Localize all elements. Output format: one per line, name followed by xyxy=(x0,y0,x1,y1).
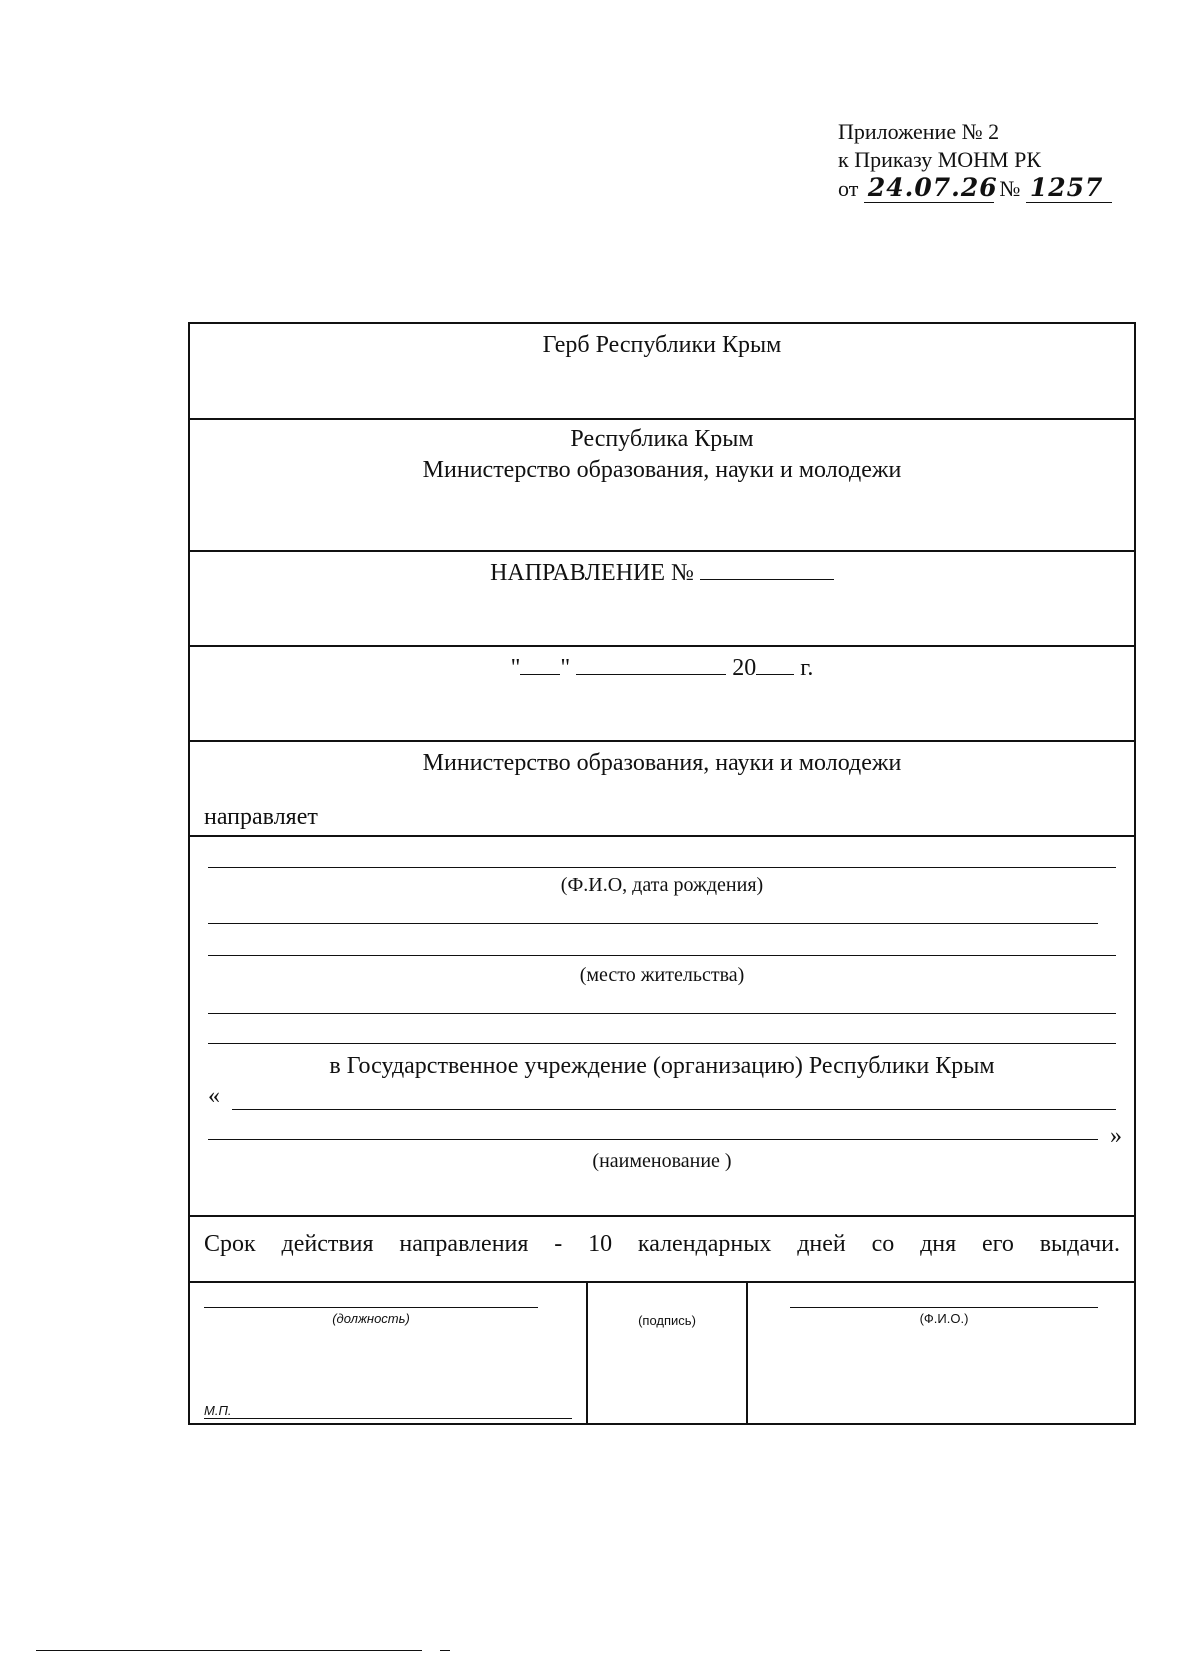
year-field[interactable] xyxy=(756,654,794,675)
appendix-date-line xyxy=(838,174,1112,203)
coat-of-arms-label: Герб Республики Крым xyxy=(542,332,782,358)
stamp-label: М.П. xyxy=(204,1403,572,1419)
institution-quote-close: » xyxy=(1110,1123,1122,1149)
number-label: № xyxy=(999,176,1021,201)
residence-caption: (место жительства) xyxy=(579,964,745,986)
signature-cell xyxy=(586,1283,746,1423)
handwritten-number: 1257 xyxy=(1026,174,1112,203)
signer-fio-caption: (Ф.И.О.) xyxy=(919,1311,969,1326)
institution-caption: (наименование ) xyxy=(592,1150,732,1172)
ministry-row xyxy=(190,420,1134,552)
validity-text: Срок действия направления - 10 календарных дней со дня его выдачи. xyxy=(204,1231,1120,1257)
direction-number-field[interactable] xyxy=(700,559,834,580)
position-line[interactable] xyxy=(204,1307,538,1308)
sender-row xyxy=(190,742,1134,837)
date-row xyxy=(190,647,1134,742)
institution-line-2[interactable] xyxy=(208,1139,1098,1140)
sender-ministry: Министерство образования, науки и молодежи xyxy=(422,750,902,776)
date-year-suffix: г. xyxy=(800,655,814,681)
referral-form xyxy=(188,322,1136,1425)
coat-of-arms-row xyxy=(190,324,1134,420)
footnote-dash xyxy=(440,1650,450,1651)
month-field[interactable] xyxy=(576,654,726,675)
validity-row xyxy=(190,1217,1134,1283)
appendix-number: Приложение № 2 xyxy=(838,119,1000,144)
ministry-name: Министерство образования, науки и молодежи xyxy=(422,457,902,483)
fio-line-2[interactable] xyxy=(208,923,1098,924)
fio-caption: (Ф.И.О, дата рождения) xyxy=(560,874,764,896)
signer-fio-line[interactable] xyxy=(790,1307,1098,1308)
fio-cell xyxy=(746,1283,1134,1423)
date-year-prefix: 20 xyxy=(732,655,757,681)
appendix-order-ref: к Приказу МОНМ РК xyxy=(838,147,1042,172)
direction-title: НАПРАВЛЕНИЕ № xyxy=(490,560,694,586)
signature-row xyxy=(190,1283,1134,1423)
date-quote-close: " xyxy=(560,655,571,681)
day-field[interactable] xyxy=(520,654,560,675)
signature-caption: (подпись) xyxy=(638,1313,696,1328)
fio-line-1[interactable] xyxy=(208,867,1116,868)
institution-line-1[interactable] xyxy=(232,1109,1116,1110)
residence-line-2[interactable] xyxy=(208,1013,1116,1014)
appendix-header xyxy=(838,118,1112,203)
position-cell xyxy=(190,1283,586,1423)
direction-number-row xyxy=(190,552,1134,647)
institution-text: в Государственное учреждение (организацию) Республики Крым xyxy=(329,1053,995,1079)
institution-quote-open: « xyxy=(208,1083,220,1109)
republic-name: Республика Крым xyxy=(570,426,754,452)
residence-line-1[interactable] xyxy=(208,955,1116,956)
from-label: от xyxy=(838,176,859,201)
position-caption: (должность) xyxy=(332,1311,410,1326)
date-quote-open: " xyxy=(510,655,521,681)
recipient-details-row xyxy=(190,837,1134,1217)
sends-label: направляет xyxy=(204,804,318,830)
handwritten-date: 24.07.26 xyxy=(864,174,994,203)
footnote-rule xyxy=(36,1650,422,1651)
residence-line-3[interactable] xyxy=(208,1043,1116,1044)
